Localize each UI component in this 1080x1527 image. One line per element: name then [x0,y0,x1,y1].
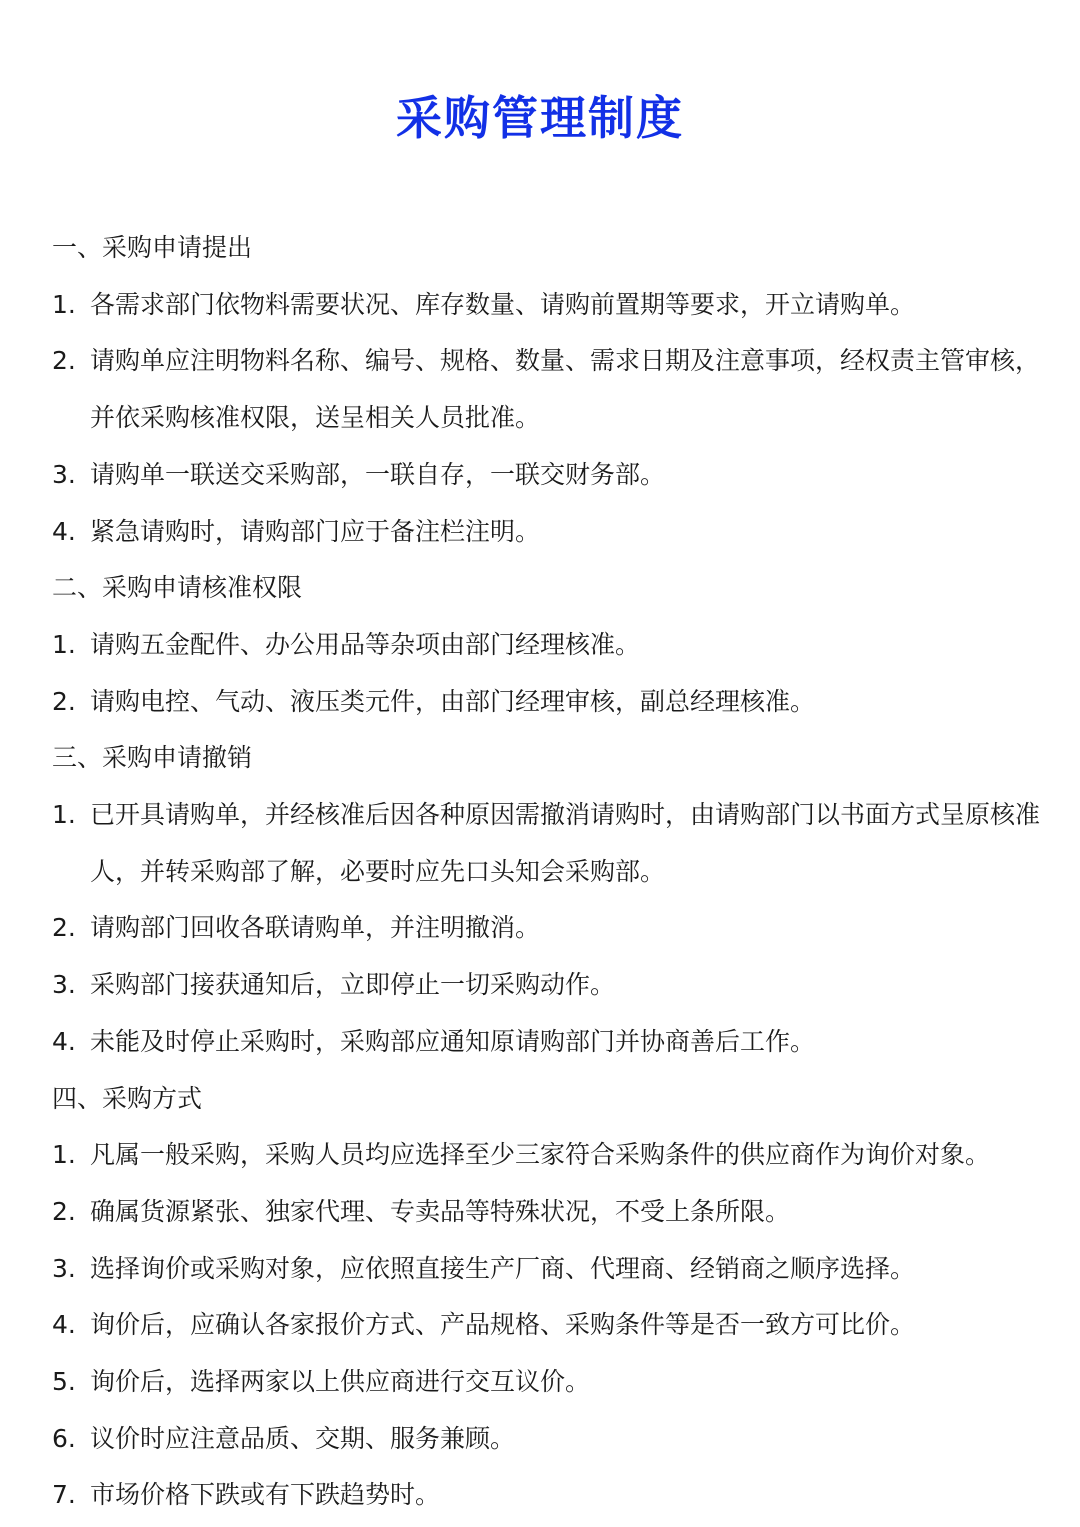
list-item [52,1014,1052,1071]
item-number: 1. [52,289,76,319]
item-text: 询价后，应确认各家报价方式、产品规格、采购条件等是否一致方可比价。 [90,1310,916,1340]
item-number: 7. [52,1480,76,1510]
item-text: 询价后，选择两家以上供应商进行交互议价。 [90,1367,591,1396]
list-item [52,1411,1052,1468]
list-item [52,1241,1052,1298]
list-item [52,787,1052,900]
item-text: 请购部门回收各联请购单，并注明撤消。 [90,913,541,943]
item-number: 4. [52,1026,76,1056]
item-number: 2. [52,1196,76,1226]
item-text: 已开具请购单，并经核准后因各种原因需撤消请购时，由请购部门以书面方式呈原核准人，并转采购部了解，必要时应先口头知会采购部。 [90,799,1041,886]
item-number: 4. [52,516,76,546]
list-item [52,504,1052,561]
section-heading: 二、采购申请核准权限 [52,573,303,603]
list-item [52,617,1052,674]
item-text: 请购五金配件、办公用品等杂项由部门经理核准。 [90,629,641,659]
page-title: 采购管理制度 [396,91,684,145]
list-item [52,1184,1052,1241]
item-number: 2. [52,686,76,716]
list-item [52,447,1052,504]
item-number: 3. [52,970,76,1000]
item-text: 议价时应注意品质、交期、服务兼顾。 [90,1423,516,1453]
item-text: 请购单应注明物料名称、编号、规格、数量、需求日期及注意事项，经权责主管审核，并依采购核准权限，送呈相关人员批准。 [90,346,1041,433]
item-text: 请购单一联送交采购部，一联自存，一联交财务部。 [90,459,666,489]
item-number: 6. [52,1423,76,1453]
list-item [52,1354,1052,1411]
list-item [52,277,1052,334]
item-text: 请购电控、气动、液压类元件，由部门经理审核，副总经理核准。 [90,686,816,716]
item-number: 5. [52,1367,76,1396]
list-item [52,333,1052,446]
list-item [52,957,1052,1014]
section-heading: 四、采购方式 [52,1083,203,1113]
item-number: 4. [52,1310,76,1340]
list-item [52,900,1052,957]
item-text: 确属货源紧张、独家代理、专卖品等特殊状况，不受上条所限。 [90,1196,791,1226]
item-number: 2. [52,913,76,943]
list-item [52,1297,1052,1354]
item-number: 3. [52,459,76,489]
item-text: 未能及时停止采购时，采购部应通知原请购部门并协商善后工作。 [90,1026,816,1056]
item-number: 3. [52,1253,76,1283]
item-number: 2. [52,346,76,376]
list-item [52,1127,1052,1184]
section-heading: 一、采购申请提出 [52,233,253,262]
item-text: 选择询价或采购对象，应依照直接生产厂商、代理商、经销商之顺序选择。 [90,1253,916,1283]
item-number: 1. [52,1140,76,1170]
item-text: 市场价格下跌或有下跌趋势时。 [90,1480,441,1510]
document-body [52,220,1052,1524]
section-heading: 三、采购申请撤销 [52,743,253,773]
item-number: 1. [52,799,76,829]
item-text: 紧急请购时，请购部门应于备注栏注明。 [90,516,541,546]
list-item [52,674,1052,731]
item-text: 采购部门接获通知后，立即停止一切采购动作。 [90,970,616,1000]
item-text: 各需求部门依物料需要状况、库存数量、请购前置期等要求，开立请购单。 [90,289,916,319]
item-number: 1. [52,629,76,659]
list-item [52,1467,1052,1524]
item-text: 凡属一般采购，采购人员均应选择至少三家符合采购条件的供应商作为询价对象。 [90,1140,991,1170]
